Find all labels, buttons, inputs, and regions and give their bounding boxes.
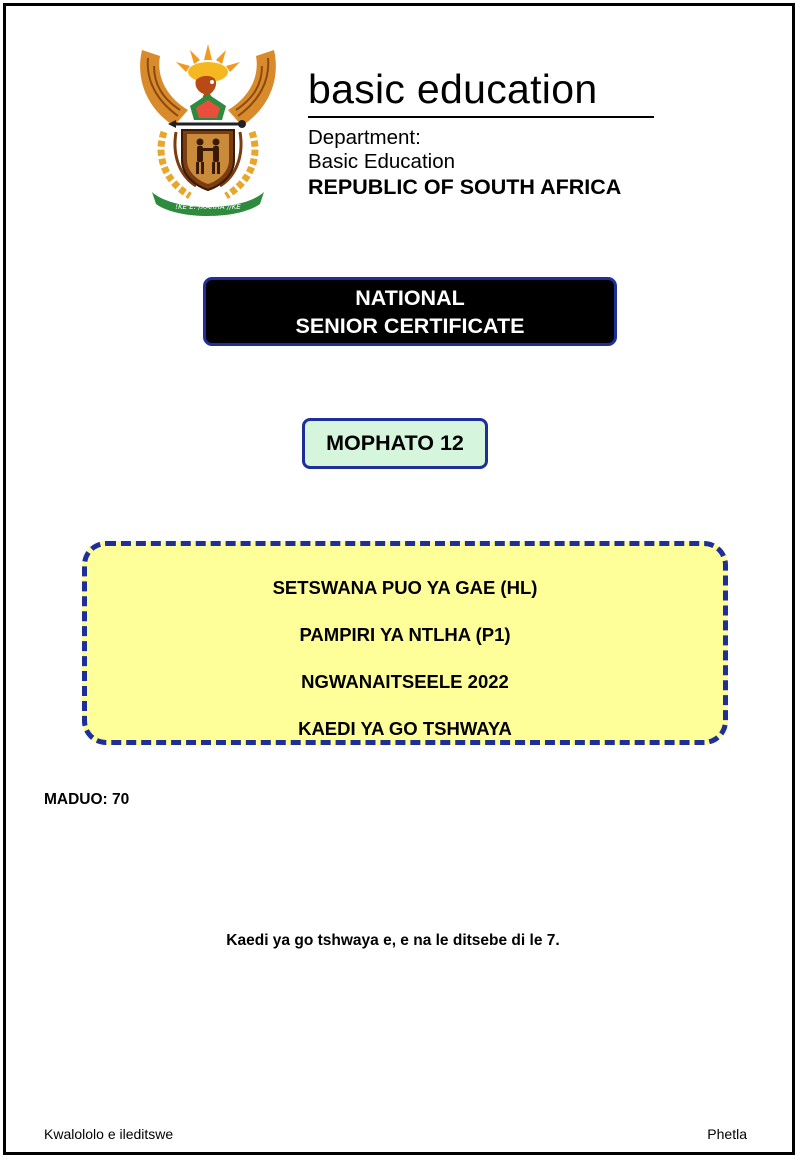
page-count-note: Kaedi ya go tshwaya e, e na le ditsebe di le 7.	[226, 932, 560, 949]
department-label: Department:	[308, 126, 421, 149]
country-name: REPUBLIC OF SOUTH AFRICA	[308, 175, 622, 199]
subject-name: SETSWANA PUO YA GAE (HL)	[272, 577, 538, 598]
grade-box	[302, 418, 488, 469]
subject-info-box	[82, 541, 728, 745]
certificate-title-box	[203, 277, 617, 346]
grade-label: MOPHATO 12	[326, 431, 464, 455]
exam-session: NGWANAITSEELE 2022	[301, 671, 509, 692]
footer-turn-over: Phetla	[707, 1126, 747, 1142]
document-type: KAEDI YA GO TSHWAYA	[298, 718, 512, 739]
footer-copyright: Kwalololo e ileditswe	[44, 1126, 174, 1142]
coat-of-arms-icon	[134, 36, 282, 216]
department-branding	[308, 66, 668, 200]
brand-title: basic education	[308, 66, 598, 112]
total-marks: MADUO: 70	[44, 791, 130, 808]
paper-number: PAMPIRI YA NTLHA (P1)	[299, 624, 511, 645]
department-name: Basic Education	[308, 150, 456, 173]
emblem-motto: !KE E: /XARRA //KE	[175, 203, 241, 211]
certificate-line-1: NATIONAL	[355, 285, 465, 310]
certificate-line-2: SENIOR CERTIFICATE	[295, 313, 525, 338]
brand-divider	[308, 116, 654, 118]
